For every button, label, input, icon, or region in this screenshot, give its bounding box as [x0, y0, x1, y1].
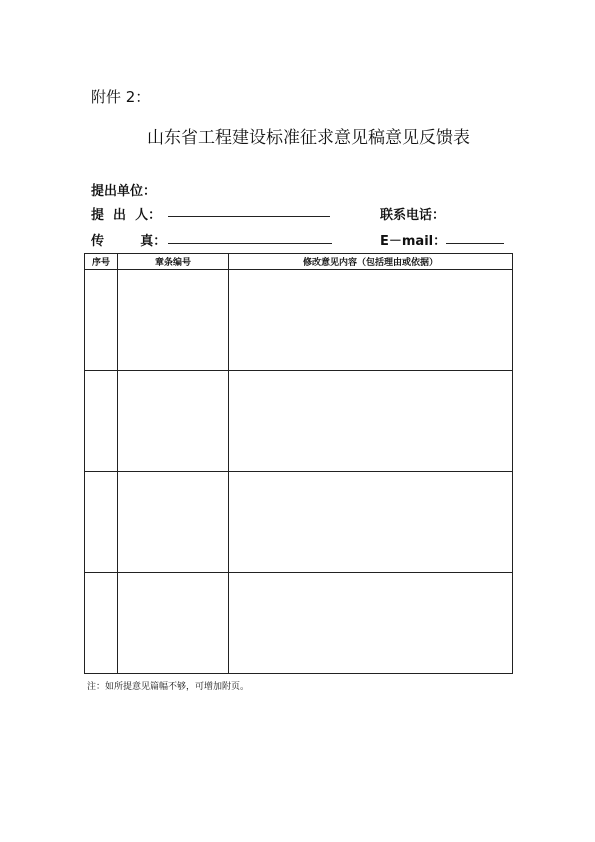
attachment-label: 附件 2：: [91, 88, 151, 106]
table-cell-serial[interactable]: [85, 371, 118, 472]
table-row: [85, 270, 513, 371]
header-content: 修改意见内容（包括理由或依据）: [229, 254, 513, 270]
proposer-label: 提 出 人：: [91, 208, 162, 223]
table-cell-clause[interactable]: [118, 270, 229, 371]
table-cell-content[interactable]: [229, 371, 513, 472]
table-cell-clause[interactable]: [118, 573, 229, 674]
form-title: 山东省工程建设标准征求意见稿意见反馈表: [147, 128, 470, 148]
table-cell-clause[interactable]: [118, 371, 229, 472]
table-row: [85, 573, 513, 674]
fax-label: 传 真：: [91, 234, 167, 249]
feedback-table: [84, 253, 513, 674]
table-cell-serial[interactable]: [85, 573, 118, 674]
table-row: [85, 472, 513, 573]
table-cell-content[interactable]: [229, 573, 513, 674]
email-label: E－mail：: [380, 234, 447, 249]
table-cell-clause[interactable]: [118, 472, 229, 573]
footnote: 注：如所提意见篇幅不够，可增加附页。: [87, 682, 250, 692]
fax-field[interactable]: [168, 243, 332, 244]
table-cell-content[interactable]: [229, 270, 513, 371]
proposer-field[interactable]: [168, 216, 330, 217]
table-cell-serial[interactable]: [85, 270, 118, 371]
phone-label: 联系电话：: [380, 208, 446, 223]
unit-label: 提出单位：: [91, 184, 157, 199]
email-field[interactable]: [446, 243, 504, 244]
table-header-row: [85, 254, 513, 270]
table-cell-serial[interactable]: [85, 472, 118, 573]
table-cell-content[interactable]: [229, 472, 513, 573]
header-clause: 章条编号: [118, 254, 229, 270]
header-serial: 序号: [85, 254, 118, 270]
table-row: [85, 371, 513, 472]
